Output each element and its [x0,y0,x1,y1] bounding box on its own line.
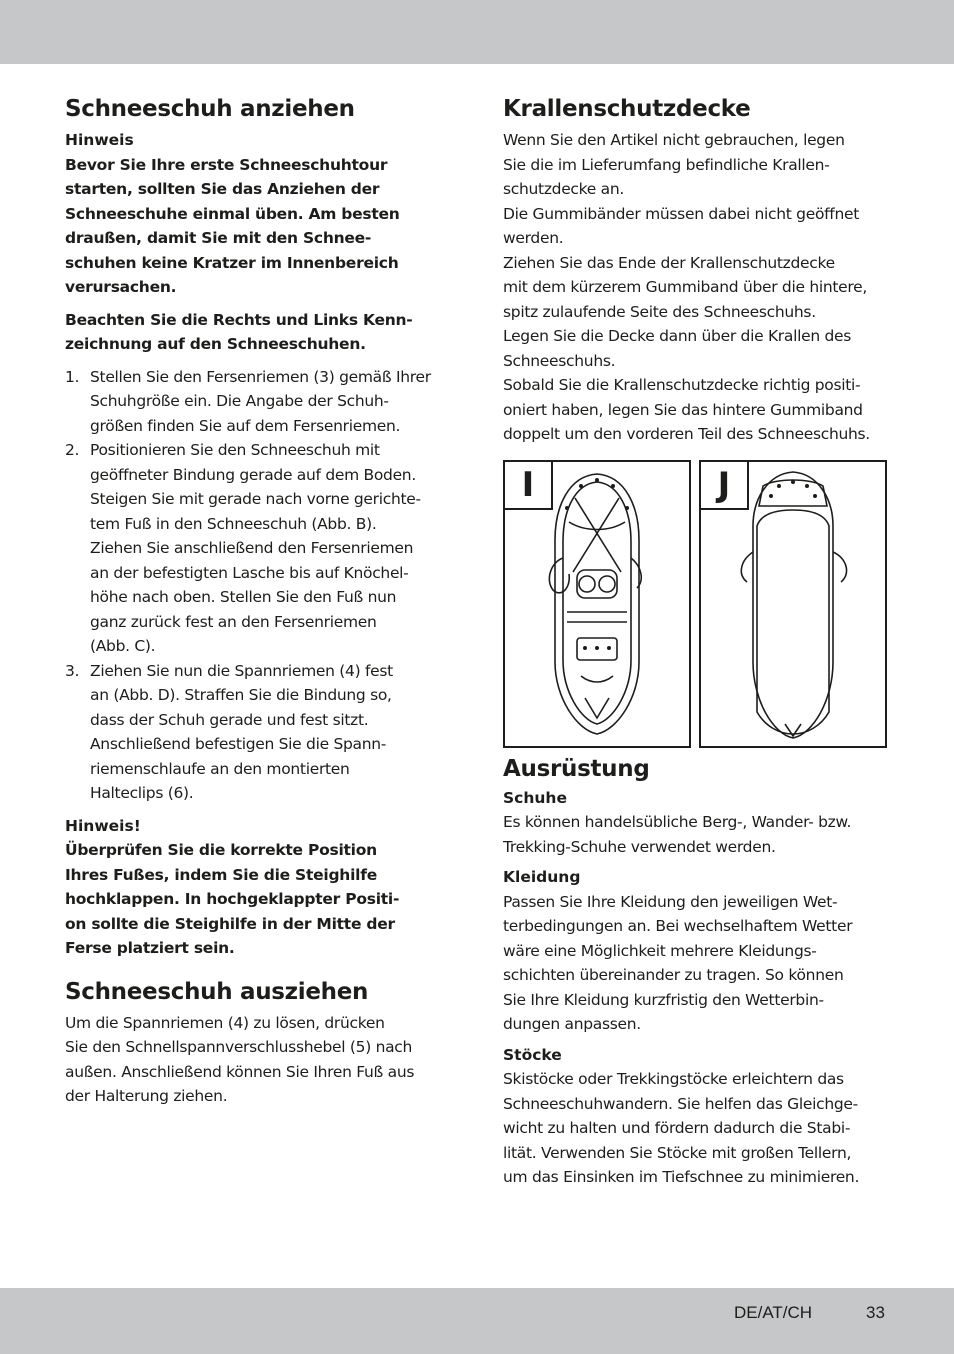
section-title-schneeschuh-anziehen: Schneeschuh anziehen [65,96,355,122]
paragraph: Passen Sie Ihre Kleidung den jeweiligen Wet- terbedingungen an. Bei wechselhaftem Wetter wäre eine Möglichkeit mehrere Kleidungs- schichten übereinander zu tragen. So können Sie Ihre Kleidung kurzfristig den Wetterbin- dungen anpassen. [503,892,853,1033]
paragraph: Um die Spannriemen (4) zu lösen, drücken Sie den Schnellspannverschlusshebel (5) nach außen. Anschließend können Sie Ihren Fuß aus der Halterung ziehen. [65,1013,415,1105]
paragraph: Es können handelsübliche Berg-, Wander- bzw. Trekking-Schuhe verwendet werden. [503,813,852,856]
list-item: 2. Positionieren Sie den Schneeschuh mit geöffneter Bindung gerade auf dem Boden. Steigen Sie mit gerade nach vorne gerichte- tem Fuß in den Schneeschuh (Abb. B). Ziehen Sie anschließend den Fersenriemen an der befestigten Lasche bis auf Knöchel- höhe nach oben. Stellen Sie den Fuß nun ganz zurück fest an den Fersenriemen (Abb. C). [65,441,421,655]
paragraph: Skistöcke oder Trekkingstöcke erleichtern das Schneeschuhwandern. Sie helfen das Gleichge- wicht zu halten und fördern dadurch die Stabi- lität. Verwenden Sie Stöcke mit großen Tellern, um das Einsinken im Tiefschnee zu minimieren. [503,1070,860,1186]
note-title: Hinweis! [65,816,141,835]
list-item: 1. Stellen Sie den Fersenriemen (3) gemäß Ihrer Schuhgröße ein. Die Angabe der Schuh- größen finden Sie auf dem Fersenriemen. [65,367,431,435]
footer-region: DE/AT/CH [734,1303,813,1322]
section-title-schneeschuh-ausziehen: Schneeschuh ausziehen [65,978,369,1005]
note-title: Hinweis [65,131,134,149]
figure-label-j: J [701,462,749,510]
header-band [0,0,954,64]
figures [503,460,891,752]
figure-i [503,460,691,748]
left-right-note: Beachten Sie die Rechts und Links Kenn- zeichnung auf den Schneeschuhen. [65,310,413,353]
section-title-krallenschutzdecke: Krallenschutzdecke [503,96,751,122]
figure-label-i: I [505,462,553,510]
figure-j [699,460,887,748]
subsection-title-shoes: Schuhe [503,788,567,807]
subsection-title-clothing: Kleidung [503,868,581,886]
list-item: 3. Ziehen Sie nun die Spannriemen (4) fest an (Abb. D). Straffen Sie die Bindung so, dass der Schuh gerade und fest sitzt. Anschließend befestigen Sie die Spann- riemenschlaufe an den montierten Halteclips (6). [65,661,393,802]
note-text: Überprüfen Sie die korrekte Position Ihres Fußes, indem Sie die Steighilfe hochklappen. In hochgeklappter Positi- on sollte die Steighilfe in der Mitte der Ferse platziert sein. [65,841,400,957]
page-number: 33 [866,1303,885,1322]
right-column [503,92,893,1190]
subsection-title-poles: Stöcke [503,1045,562,1064]
steps-list [65,365,455,806]
paragraph: Wenn Sie den Artikel nicht gebrauchen, legen Sie die im Lieferumfang befindliche Krallen- schutzdecke an. Die Gummibänder müssen dabei nicht geöffnet werden. Ziehen Sie das Ende der Krallenschutzdecke mit dem kürzerem Gummiband über die hintere, spitz zulaufende Seite des Schneeschuhs. Legen Sie die Decke dann über die Krallen des Schneeschuhs. Sobald Sie die Krallenschutzdecke richtig positi- oniert haben, legen Sie das hintere Gummiband doppelt um den vorderen Teil des Schneeschuhs. [503,131,870,443]
left-column [65,92,455,1109]
note-text: Bevor Sie Ihre erste Schneeschuhtour starten, sollten Sie das Anziehen der Schneeschuhe einmal üben. Am besten draußen, damit Sie mit den Schnee- schuhen keine Kratzer im Innenbereich verursachen. [65,155,400,296]
section-title-ausruestung: Ausrüstung [503,755,650,782]
